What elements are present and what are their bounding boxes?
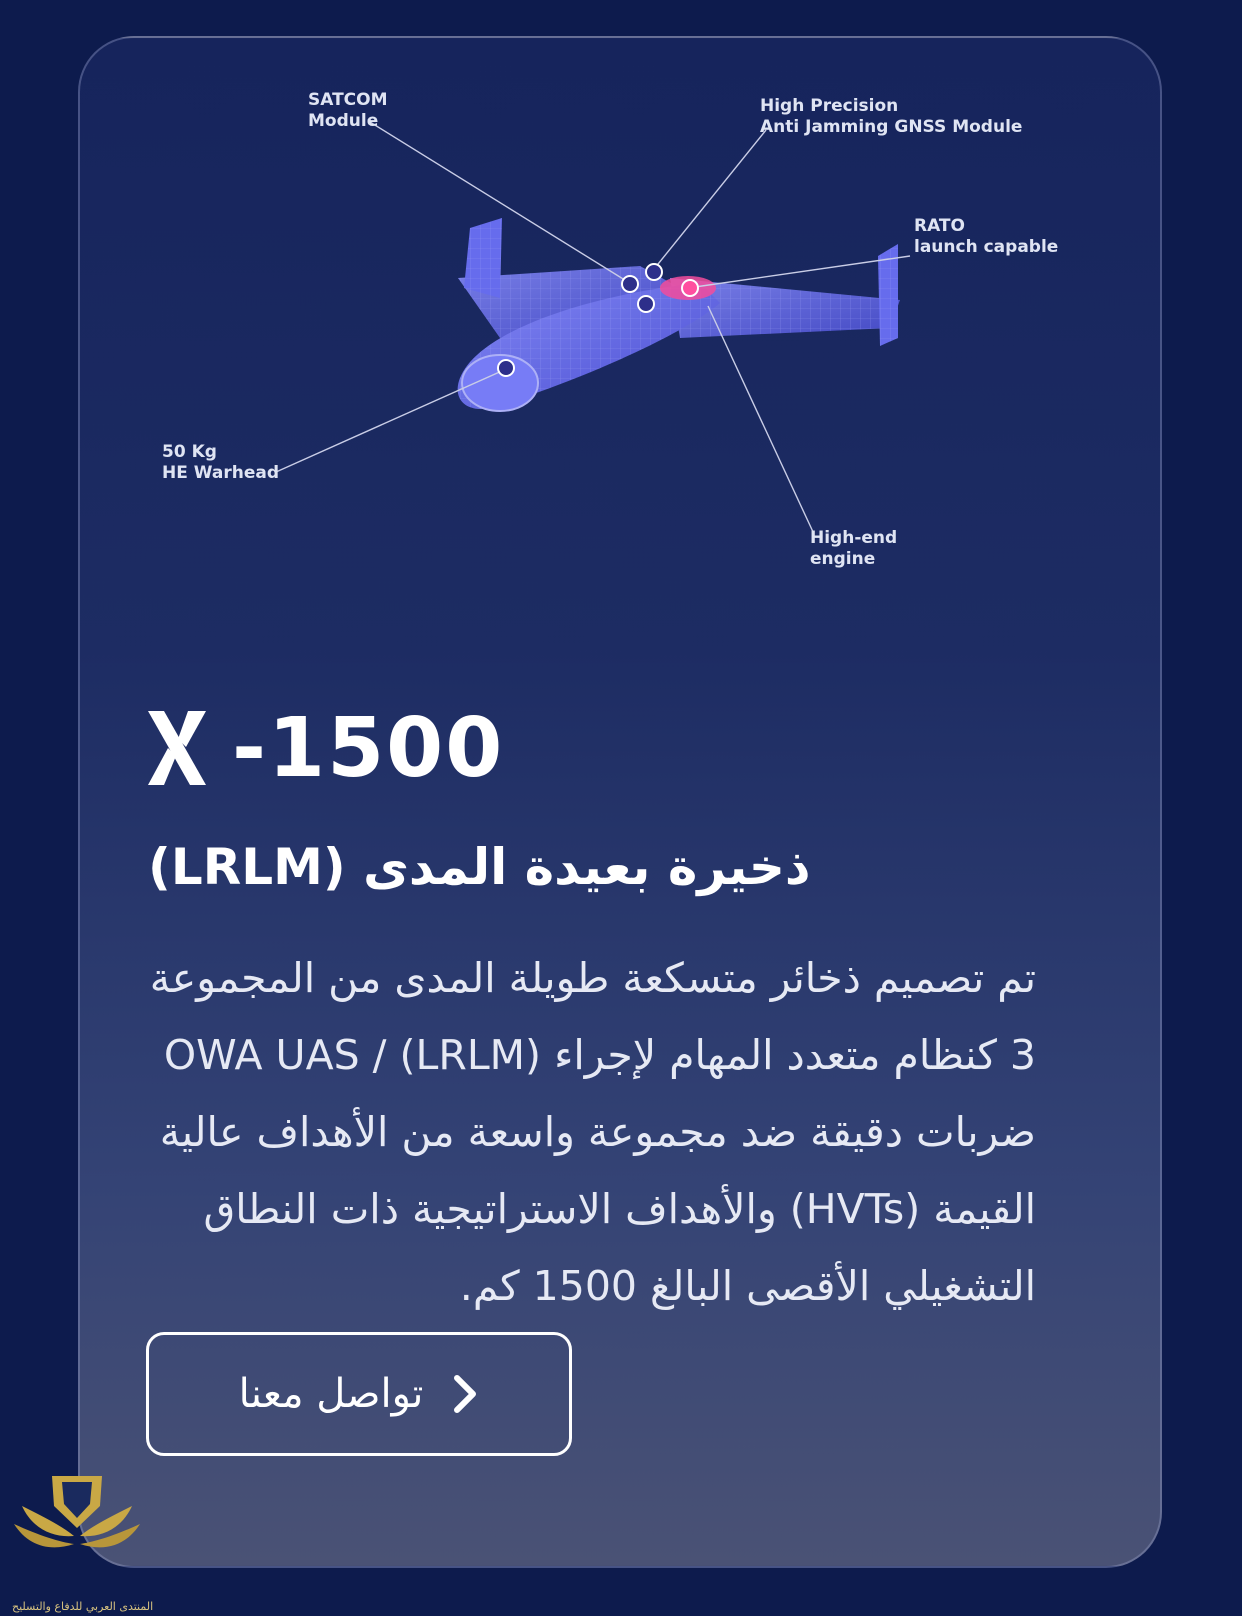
callout-rato: RATO launch capable (914, 216, 1059, 257)
chevron-right-icon (449, 1374, 479, 1414)
forum-watermark (12, 1466, 154, 1616)
model-number: -1500 (232, 700, 505, 796)
callout-satcom: SATCOM Module (308, 90, 388, 131)
product-description: تم تصميم ذخائر متسكعة طويلة المدى من المجموعة 3 كنظام متعدد المهام لإجراء OWA UAS / (LRLM) ضربات دقيقة ضد مجموعة واسعة من الأهداف عالية القيمة (HVTs) والأهداف الاستراتيجية ذات النطاق التشغيلي الأقصى البالغ 1500 كم. (149, 954, 1036, 1310)
watermark-text: المنتدى العربي للدفاع والتسليح (12, 1600, 154, 1613)
product-subtitle: ذخيرة بعيدة المدى (LRLM) (148, 838, 811, 896)
product-card (78, 36, 1162, 1568)
contact-button[interactable] (146, 1332, 572, 1456)
forum-emblem-icon (12, 1466, 142, 1596)
product-heading (148, 698, 504, 798)
x-logo-icon (148, 711, 206, 785)
drone-wireframe (458, 218, 900, 411)
callout-gnss: High Precision Anti Jamming GNSS Module (760, 96, 1023, 137)
callout-warhead: 50 Kg HE Warhead (162, 442, 280, 483)
contact-button-label: تواصل معنا (238, 1371, 424, 1417)
callout-engine: High-end engine (810, 528, 898, 569)
